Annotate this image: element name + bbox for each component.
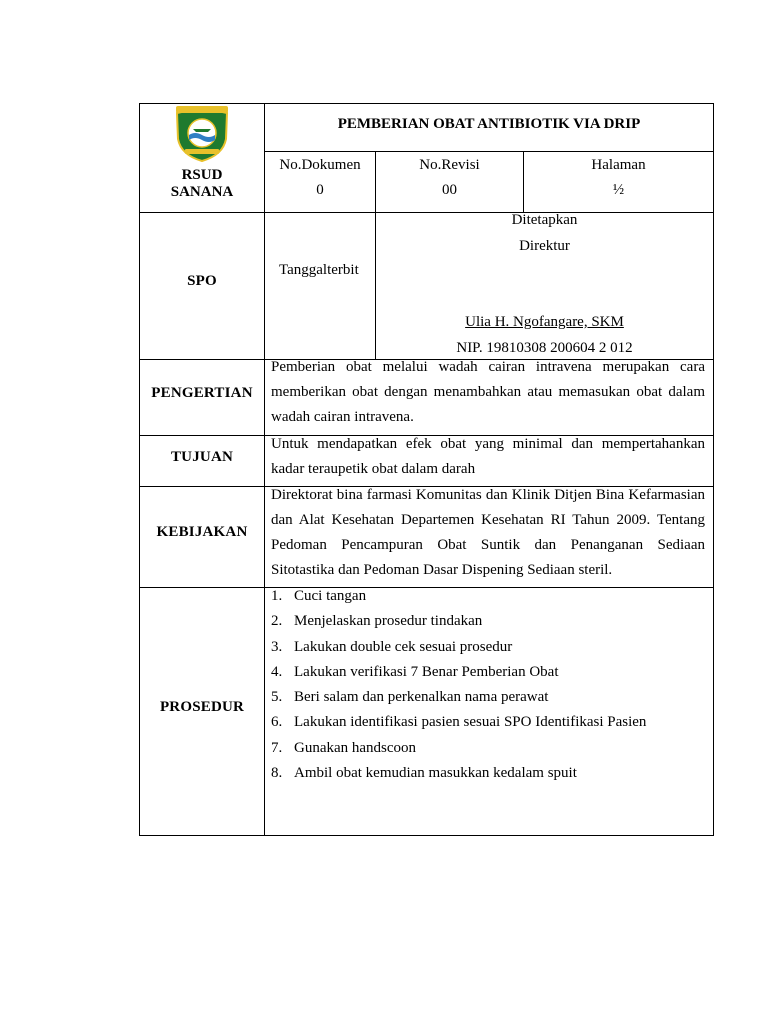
prosedur-step-number: 5. bbox=[271, 689, 283, 706]
logo-bottom-banner bbox=[185, 149, 219, 154]
approval-line1: Ditetapkan bbox=[511, 212, 578, 228]
page-number-value: ½ bbox=[612, 182, 625, 198]
spo-document bbox=[139, 103, 714, 836]
logo-emblem bbox=[188, 119, 216, 147]
prosedur-step-text: Lakukan verifikasi 7 Benar Pemberian Obat bbox=[294, 663, 559, 680]
prosedur-step bbox=[271, 685, 705, 710]
prosedur-step-number: 2. bbox=[271, 613, 283, 630]
hospital-logo bbox=[171, 105, 233, 163]
prosedur-list bbox=[271, 584, 705, 786]
document-title: PEMBERIAN OBAT ANTIBIOTIK VIA DRIP bbox=[337, 116, 641, 132]
prosedur-step bbox=[271, 609, 705, 634]
prosedur-step bbox=[271, 761, 705, 786]
prosedur-step bbox=[271, 710, 705, 735]
issue-date-label: Tanggalterbit bbox=[279, 262, 359, 278]
prosedur-step-text: Lakukan double cek sesuai prosedur bbox=[294, 638, 513, 655]
prosedur-step-number: 4. bbox=[271, 663, 283, 680]
prosedur-label: PROSEDUR bbox=[159, 699, 245, 715]
prosedur-step bbox=[271, 584, 705, 609]
revision-number-label: No.Revisi bbox=[419, 157, 480, 173]
prosedur-step-number: 8. bbox=[271, 765, 283, 782]
prosedur-step bbox=[271, 635, 705, 660]
prosedur-step-number: 3. bbox=[271, 638, 283, 655]
page-number bbox=[524, 153, 713, 203]
logo-boat bbox=[193, 129, 211, 132]
prosedur-step bbox=[271, 660, 705, 685]
title-divider bbox=[264, 151, 714, 152]
director-name: Ulia H. Ngofangare, SKM bbox=[465, 314, 624, 330]
prosedur-step-number: 6. bbox=[271, 714, 283, 731]
prosedur-step-text: Gunakan handscoon bbox=[294, 739, 417, 756]
spo-label: SPO bbox=[187, 273, 217, 289]
pengertian-text: Pemberian obat melalui wadah cairan intravena merupakan cara memberikan obat dengan menambahkan atau memasukan obat dalam wadah cairan intravena. bbox=[271, 359, 705, 425]
approval-block bbox=[376, 208, 713, 361]
prosedur-step-text: Menjelaskan prosedur tindakan bbox=[294, 613, 483, 630]
document-number bbox=[265, 153, 375, 203]
prosedur-step-text: Ambil obat kemudian masukkan kedalam spuit bbox=[294, 765, 577, 782]
prosedur-step-text: Cuci tangan bbox=[294, 588, 367, 604]
org-name-line2: SANANA bbox=[170, 184, 234, 200]
org-name bbox=[140, 167, 264, 201]
table-border-bottom bbox=[139, 835, 714, 836]
page-number-label: Halaman bbox=[591, 157, 646, 173]
prosedur-steps bbox=[271, 584, 705, 786]
tujuan-label: TUJUAN bbox=[170, 449, 234, 465]
tujuan-text: Untuk mendapatkan efek obat yang minimal dan mempertahankan kadar teraupetik obat dalam darah bbox=[271, 436, 705, 477]
approval-line2: Direktur bbox=[519, 237, 570, 254]
hospital-identity bbox=[140, 104, 264, 212]
prosedur-step-text: Beri salam dan perkenalkan nama perawat bbox=[294, 689, 549, 706]
pengertian-label: PENGERTIAN bbox=[151, 385, 253, 401]
logo-top-banner bbox=[176, 106, 228, 113]
document-number-value: 0 bbox=[316, 182, 324, 198]
prosedur-step-number: 1. bbox=[271, 588, 283, 604]
director-nip: NIP. 19810308 200604 2 012 bbox=[456, 339, 633, 356]
revision-number bbox=[376, 153, 523, 203]
kebijakan-text: Direktorat bina farmasi Komunitas dan Klinik Ditjen Bina Kefarmasian dan Alat Kesehatan Departemen Kesehatan RI Tahun 2009. Tentang Pedoman Pencampuran Obat Suntik dan Penanganan Sediaan Sitotastika dan Pedoman Dasar Dispening Sediaan steril. bbox=[271, 487, 705, 578]
kebijakan-label: KEBIJAKAN bbox=[156, 524, 248, 540]
prosedur-step bbox=[271, 736, 705, 761]
prosedur-step-text: Lakukan identifikasi pasien sesuai SPO Identifikasi Pasien bbox=[294, 714, 647, 731]
prosedur-step-number: 7. bbox=[271, 739, 283, 756]
revision-number-value: 00 bbox=[442, 182, 457, 198]
org-name-line1: RSUD bbox=[181, 167, 223, 183]
document-number-label: No.Dokumen bbox=[279, 157, 361, 173]
